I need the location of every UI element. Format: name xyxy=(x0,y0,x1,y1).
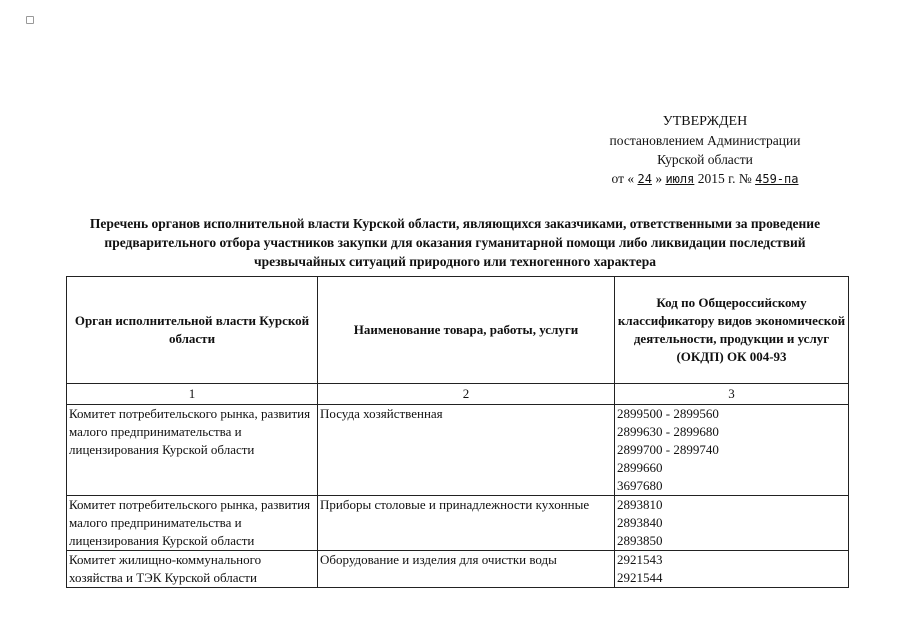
code-cell xyxy=(615,405,849,496)
header-code: Код по Общероссийскому классификатору видов экономической деятельности, продукции и услуг (ОКДП) ОК 004-93 xyxy=(615,277,849,384)
code-value: 2893840 xyxy=(617,515,663,530)
organ-cell: Комитет потребительского рынка, развития малого предпринимательства и лицензирования Курской области xyxy=(67,496,318,551)
approval-block xyxy=(560,112,850,189)
date-month: июля xyxy=(665,172,695,186)
table-row xyxy=(67,405,849,496)
code-value: 2893810 xyxy=(617,497,663,512)
column-number-row xyxy=(67,384,849,405)
table-row xyxy=(67,551,849,588)
column-number: 3 xyxy=(615,384,849,405)
column-number: 2 xyxy=(318,384,615,405)
approval-line-1: постановлением Администрации xyxy=(609,133,801,148)
code-value: 2899700 - 2899740 xyxy=(617,442,719,457)
code-value: 2921543 xyxy=(617,552,663,567)
code-value: 3697680 xyxy=(617,478,663,493)
header-organ: Орган исполнительной власти Курской области xyxy=(67,277,318,384)
date-prefix: от « xyxy=(611,171,635,186)
code-value: 2899630 - 2899680 xyxy=(617,424,719,439)
approval-heading: УТВЕРЖДЕН xyxy=(662,114,748,129)
organ-cell: Комитет жилищно-коммунального хозяйства и ТЭК Курской области xyxy=(67,551,318,588)
date-mid-2: 2015 г. № xyxy=(697,171,752,186)
code-value: 2893850 xyxy=(617,533,663,548)
table-header-row xyxy=(67,277,849,384)
code-cell xyxy=(615,496,849,551)
date-day: 24 xyxy=(637,172,652,186)
column-number: 1 xyxy=(67,384,318,405)
item-cell: Приборы столовые и принадлежности кухонные xyxy=(318,496,615,551)
approval-line-2: Курской области xyxy=(657,152,753,167)
table-row xyxy=(67,496,849,551)
code-value: 2899500 - 2899560 xyxy=(617,406,719,421)
item-cell: Посуда хозяйственная xyxy=(318,405,615,496)
header-item: Наименование товара, работы, услуги xyxy=(318,277,615,384)
item-cell: Оборудование и изделия для очистки воды xyxy=(318,551,615,588)
code-value: 2921544 xyxy=(617,570,663,585)
date-mid-1: » xyxy=(655,171,663,186)
organ-cell: Комитет потребительского рынка, развития малого предпринимательства и лицензирования Курской области xyxy=(67,405,318,496)
code-value: 2899660 xyxy=(617,460,663,475)
code-cell xyxy=(615,551,849,588)
page-corner-mark xyxy=(26,16,34,24)
approval-date-line xyxy=(560,169,850,189)
decree-number: 459-па xyxy=(755,172,799,186)
document-title: Перечень органов исполнительной власти Курской области, являющихся заказчиками, ответственными за проведение предварительного отбора участников закупки для оказания гуманитарной помощи либо ликвидации последствий чрезвычайных ситуаций природного или техногенного характера xyxy=(89,216,821,269)
procurement-table xyxy=(66,276,849,588)
